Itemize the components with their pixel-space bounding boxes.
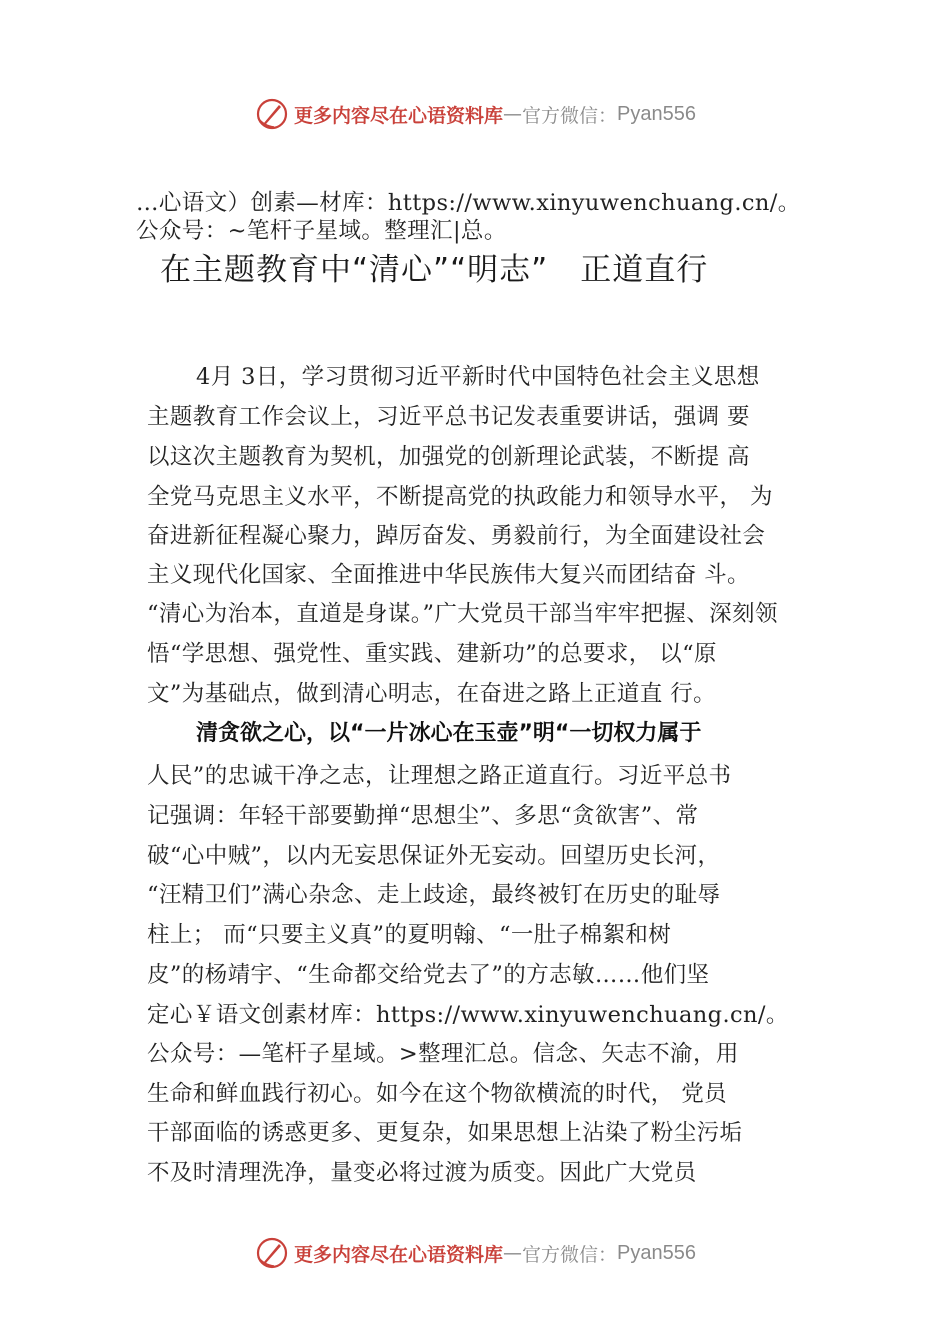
paragraph-line: 以这次主题教育为契机，加强党的创新理论武装，不断提 高 (147, 444, 750, 470)
paragraph-line: 悟“学思想、强党性、重实践、建新功”的总要求， 以“原 (147, 641, 717, 667)
section-heading: 清贪欲之心，以“一片冰心在玉壶”明“一切权力属于 (196, 721, 702, 746)
source-line: …心语文）创素—材库：https://www.xinyuwenchuang.cn/。 (136, 190, 801, 216)
watermark-wechat-id: Pyan556 (617, 1241, 696, 1264)
paragraph-line: 奋进新征程凝心聚力，踔厉奋发、勇毅前行，为全面建设社会 (147, 523, 766, 549)
paragraph-line: 公众号：—笔杆子星域。>整理汇总。信念、矢志不渝，用 (147, 1041, 739, 1067)
paragraph-line: 4月 3日，学习贯彻习近平新时代中国特色社会主义思想 (196, 364, 760, 390)
paragraph-line: 皮”的杨靖宇、“生命都交给党去了”的方志敏……他们坚 (147, 962, 710, 988)
watermark-wechat-label: 官方微信： (522, 1243, 618, 1266)
paragraph-line: 主义现代化国家、全面推进中华民族伟大复兴而团结奋 斗。 (147, 562, 750, 588)
paragraph-line: 记强调：年轻干部要勤掸“思想尘”、多思“贪欲害”、常 (147, 803, 699, 829)
paragraph-line: 定心￥语文创素材库：https://www.xinyuwenchuang.cn/。 (147, 1002, 789, 1028)
paragraph-line: 生命和鲜血践行初心。如今在这个物欲横流的时代， 党员 (147, 1081, 728, 1107)
watermark-dash: — (503, 103, 523, 125)
paragraph-line: “清心为治本，直道是身谋。”广大党员干部当牢牢把握、深刻领 (147, 601, 778, 627)
paragraph-line: 全党马克思主义水平，不断提高党的执政能力和领导水平， 为 (147, 484, 773, 510)
watermark-banner-bottom (0, 1233, 950, 1273)
quill-pen-icon (254, 96, 290, 132)
paragraph-line: 破“心中贼”，以内无妄思保证外无妄动。回望历史长河， (147, 843, 721, 869)
watermark-brand: 更多内容尽在心语资料库 (294, 1243, 504, 1266)
quill-pen-icon (254, 1235, 290, 1271)
paragraph-line: 不及时清理洗净，量变必将过渡为质变。因此广大党员 (147, 1160, 697, 1186)
paragraph-line: “汪精卫们”满心杂念、走上歧途，最终被钉在历史的耻辱 (147, 882, 721, 908)
watermark-wechat-id: Pyan556 (617, 102, 696, 125)
paragraph-line: 文”为基础点，做到清心明志，在奋进之路上正道直 行。 (147, 681, 717, 707)
paragraph-line: 干部面临的诱惑更多、更复杂，如果思想上沾染了粉尘污垢 (147, 1120, 743, 1146)
paragraph-line: 柱上； 而“只要主义真”的夏明翰、“一肚子棉絮和树 (147, 922, 672, 948)
watermark-dash: — (503, 1242, 523, 1264)
watermark-banner-top (0, 94, 950, 134)
paragraph-line: 主题教育工作会议上，习近平总书记发表重要讲话，强调 要 (147, 404, 750, 430)
watermark-brand: 更多内容尽在心语资料库 (294, 104, 504, 127)
watermark-wechat-label: 官方微信： (522, 104, 618, 127)
source-line: 公众号：~笔杆子星域。整理汇|总。 (136, 218, 507, 244)
page-title: 在主题教育中“清心”“明志” 正道直行 (160, 252, 709, 288)
paragraph-line: 人民”的忠诚干净之志，让理想之路正道直行。习近平总书 (147, 763, 732, 789)
